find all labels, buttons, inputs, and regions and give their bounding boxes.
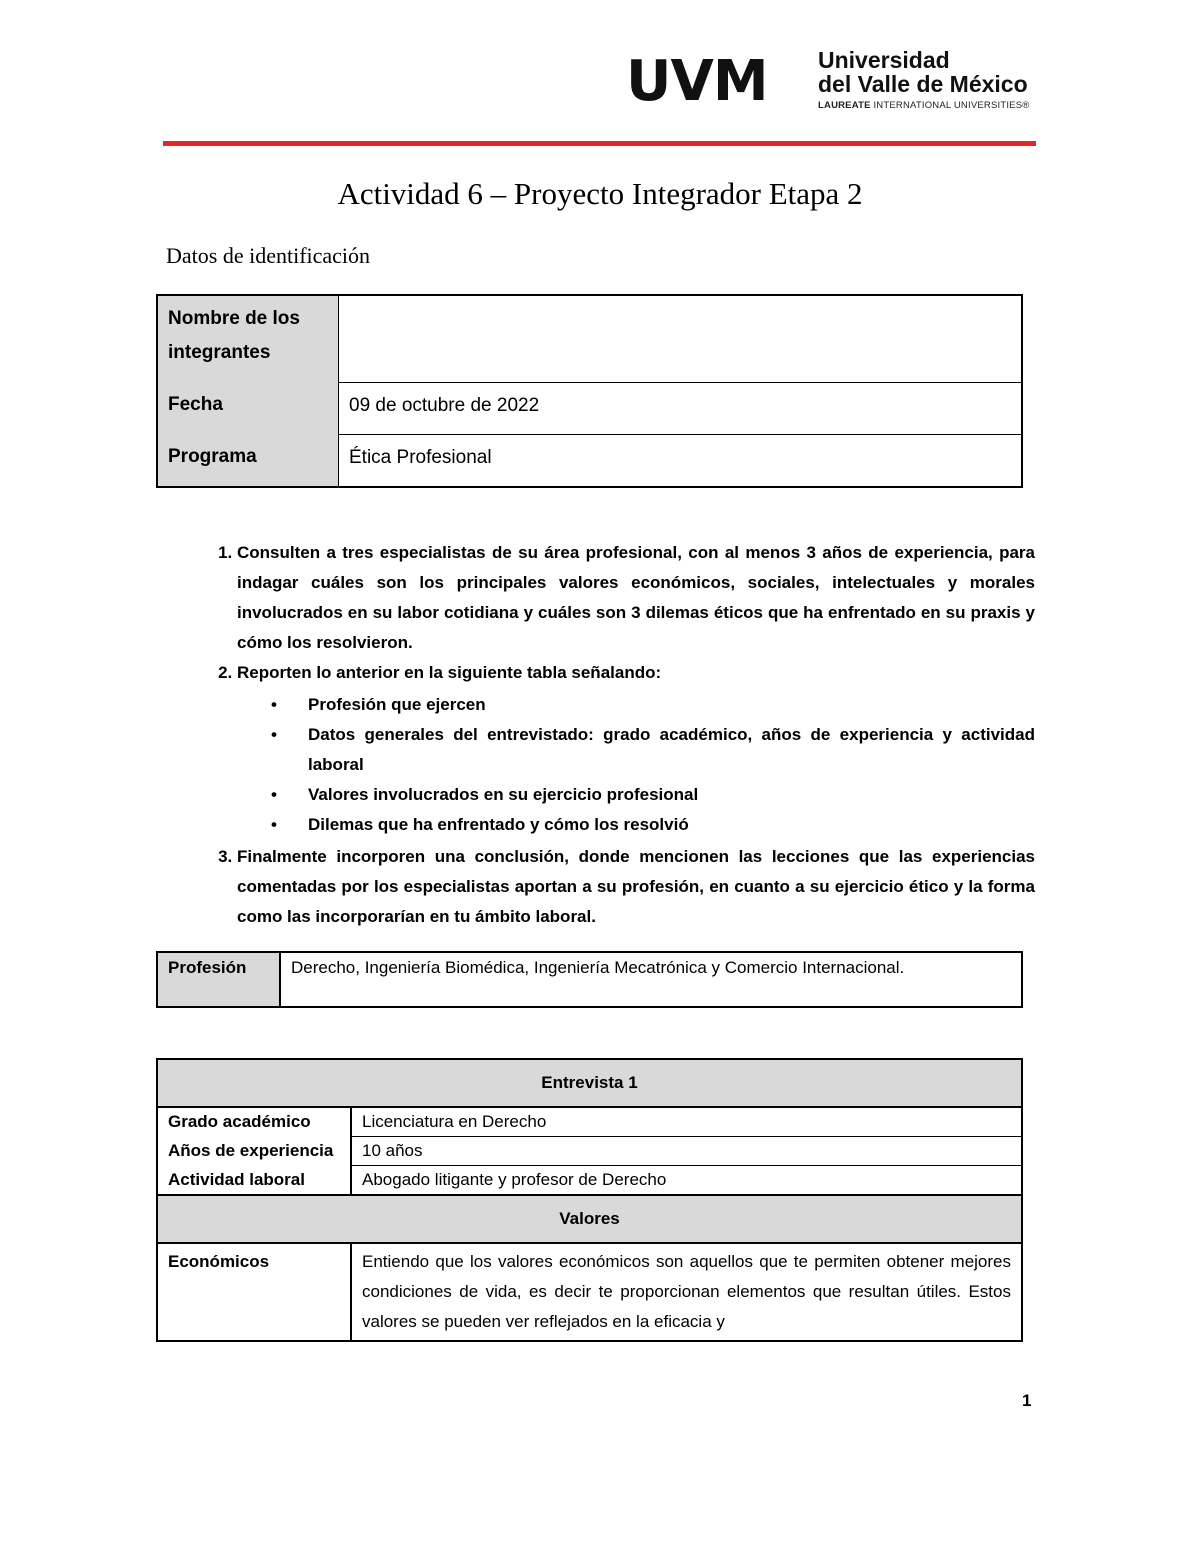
date-field[interactable]: 09 de octubre de 2022	[339, 382, 1023, 434]
table-row	[157, 382, 1022, 434]
bullet-icon: •	[271, 785, 277, 804]
work-activity-field[interactable]: Abogado litigante y profesor de Derecho	[362, 1170, 667, 1189]
cell-label: Grado académico	[157, 1107, 351, 1137]
members-field[interactable]	[339, 295, 1023, 382]
list-item: • Profesión que ejercen	[271, 690, 1035, 720]
values-header: Valores	[157, 1195, 1022, 1243]
cell-label: Programa	[157, 434, 339, 487]
table-row	[157, 295, 1022, 382]
logo-line-1: Universidad	[818, 47, 950, 73]
cell-label: Profesión	[157, 952, 280, 1007]
instructions	[200, 538, 1035, 932]
bullet-list	[237, 690, 1035, 840]
profession-field[interactable]: Derecho, Ingeniería Biomédica, Ingeniería Mecatrónica y Comercio Internacional.	[291, 958, 905, 977]
cell-label: Actividad laboral	[157, 1166, 351, 1196]
bullet-icon: •	[271, 725, 277, 744]
bullet-icon: •	[271, 695, 277, 714]
cell-label: Nombre de los integrantes	[157, 295, 339, 382]
cell-label: Años de experiencia	[157, 1137, 351, 1166]
bullet-icon: •	[271, 815, 277, 834]
table-row	[157, 1137, 1022, 1166]
logo-line-3: LAUREATE INTERNATIONAL UNIVERSITIES®	[818, 100, 1030, 111]
economic-values-field[interactable]: Entiendo que los valores económicos son aquellos que te permiten obtener mejores condiciones de vida, es decir te proporcionan elementos que resultan útiles. Estos valores se pueden ver reflejados en la eficacia y	[362, 1252, 1011, 1331]
table-row	[157, 952, 1022, 1007]
degree-field[interactable]: Licenciatura en Derecho	[351, 1107, 1022, 1137]
interview-table	[156, 1058, 1023, 1342]
cell-label: Fecha	[157, 382, 339, 434]
document-title: Actividad 6 – Proyecto Integrador Etapa 2	[337, 176, 863, 211]
table-row	[157, 1107, 1022, 1137]
logo-text	[818, 48, 1029, 113]
page-number: 1	[1022, 1391, 1032, 1410]
table-row	[157, 1195, 1022, 1243]
list-item: • Valores involucrados en su ejercicio profesional	[271, 780, 1035, 810]
profession-table	[156, 951, 1023, 1008]
experience-field[interactable]: 10 años	[351, 1137, 1022, 1166]
table-row	[157, 1059, 1022, 1107]
instruction-item: 1. Consulten a tres especialistas de su área profesional, con al menos 3 años de experiencia, para indagar cuáles son los principales valores económicos, sociales, intelectuales y morales involucrados en su labor cotidiana y cuáles son 3 dilemas éticos que ha enfrentado en su praxis y cómo los resolvieron.	[237, 538, 1035, 658]
instruction-item: 2. Reporten lo anterior en la siguiente tabla señalando: • Profesión que ejercen • Datos generales del entrevistado: grado académico, años de experiencia y actividad laboral • Valores involucrados en su ejercicio profesional • Dilemas que ha enfrentado y cómo los resolvió	[237, 658, 1035, 840]
table-row	[157, 434, 1022, 487]
list-item: • Dilemas que ha enfrentado y cómo los resolvió	[271, 810, 1035, 840]
header-rule	[163, 141, 1036, 146]
program-field[interactable]: Ética Profesional	[339, 434, 1023, 487]
logo-mark: UVM	[626, 49, 768, 114]
logo-line-2: del Valle de México	[818, 71, 1028, 97]
list-item: • Datos generales del entrevistado: grado académico, años de experiencia y actividad laboral	[271, 720, 1035, 780]
table-row	[157, 1166, 1022, 1196]
interview-title: Entrevista 1	[157, 1059, 1022, 1107]
table-row	[157, 1243, 1022, 1341]
identification-table	[156, 294, 1023, 488]
section-subtitle: Datos de identificación	[166, 243, 371, 268]
instruction-item: 3. Finalmente incorporen una conclusión, donde mencionen las lecciones que las experiencias comentadas por los especialistas aportan a su profesión, en cuanto a su ejercicio ético y la forma como las incorporarían en tu ámbito laboral.	[237, 842, 1035, 932]
cell-label: Económicos	[157, 1243, 351, 1341]
